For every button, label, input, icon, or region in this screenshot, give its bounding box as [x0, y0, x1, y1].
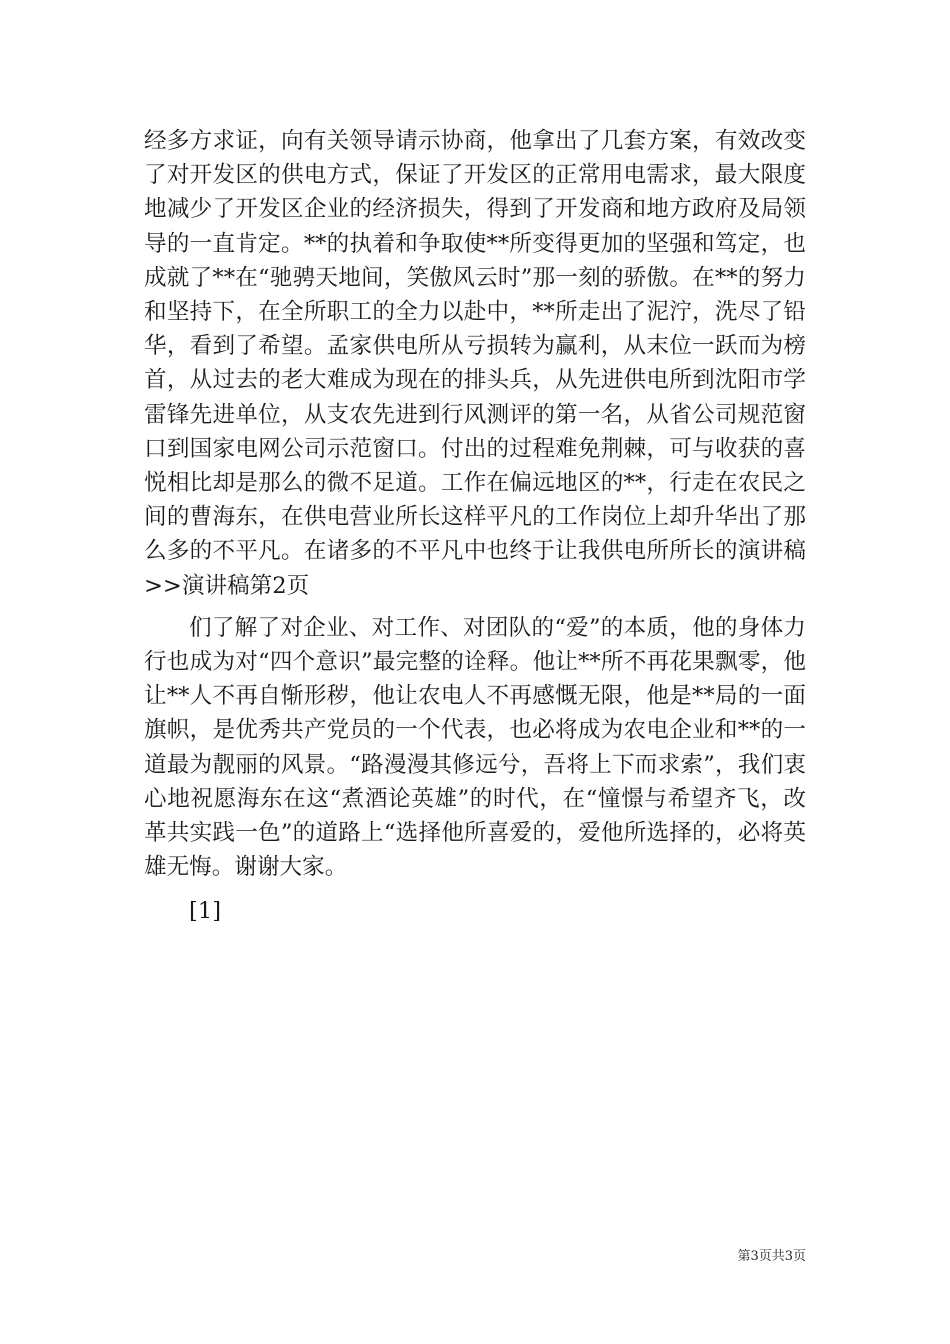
footnote-reference: [1] [189, 898, 222, 925]
page-number-footer: 第3页共3页 [737, 1249, 806, 1264]
document-body [144, 124, 806, 929]
paragraph-2: 们了解了对企业、对工作、对团队的“爱”的本质，他的身体力行也成为对“四个意识”最完整的诠释。他让**所不再花果飘零，他让**人不再自惭形秽，他让农电人不再感慨无限，他是**局的一面旗帜，是优秀共产党员的一个代表，也必将成为农电企业和**的一道最为靓丽的风景。“路漫漫其修远兮，吾将上下而求索”，我们衷心地祝愿海东在这“煮酒论英雄”的时代，在“憧憬与希望齐飞，改革共实践一色”的道路上“选择他所喜爱的，爱他所选择的，必将英雄无悔。谢谢大家。 [144, 614, 806, 881]
paragraph-1: 经多方求证，向有关领导请示协商，他拿出了几套方案，有效改变了对开发区的供电方式，保证了开发区的正常用电需求，最大限度地减少了开发区企业的经济损失，得到了开发商和地方政府及局领导的一直肯定。**的执着和争取使**所变得更加的坚强和笃定，也成就了**在“驰骋天地间，笑傲风云时”那一刻的骄傲。在**的努力和坚持下，在全所职工的全力以赴中，**所走出了泥泞，洗尽了铅华，看到了希望。孟家供电所从亏损转为赢利，从末位一跃而为榜首，从过去的老大难成为现在的排头兵，从先进供电所到沈阳市学雷锋先进单位，从支农先进到行风测评的第一名，从省公司规范窗口到国家电网公司示范窗口。付出的过程难免荆棘，可与收获的喜悦相比却是那么的微不足道。工作在偏远地区的**，行走在农民之间的曹海东，在供电营业所长这样平凡的工作岗位上却升华出了那么多的不平凡。在诸多的不平凡中也终于让我供电所所长的演讲稿>>演讲稿第2页 [144, 128, 806, 599]
